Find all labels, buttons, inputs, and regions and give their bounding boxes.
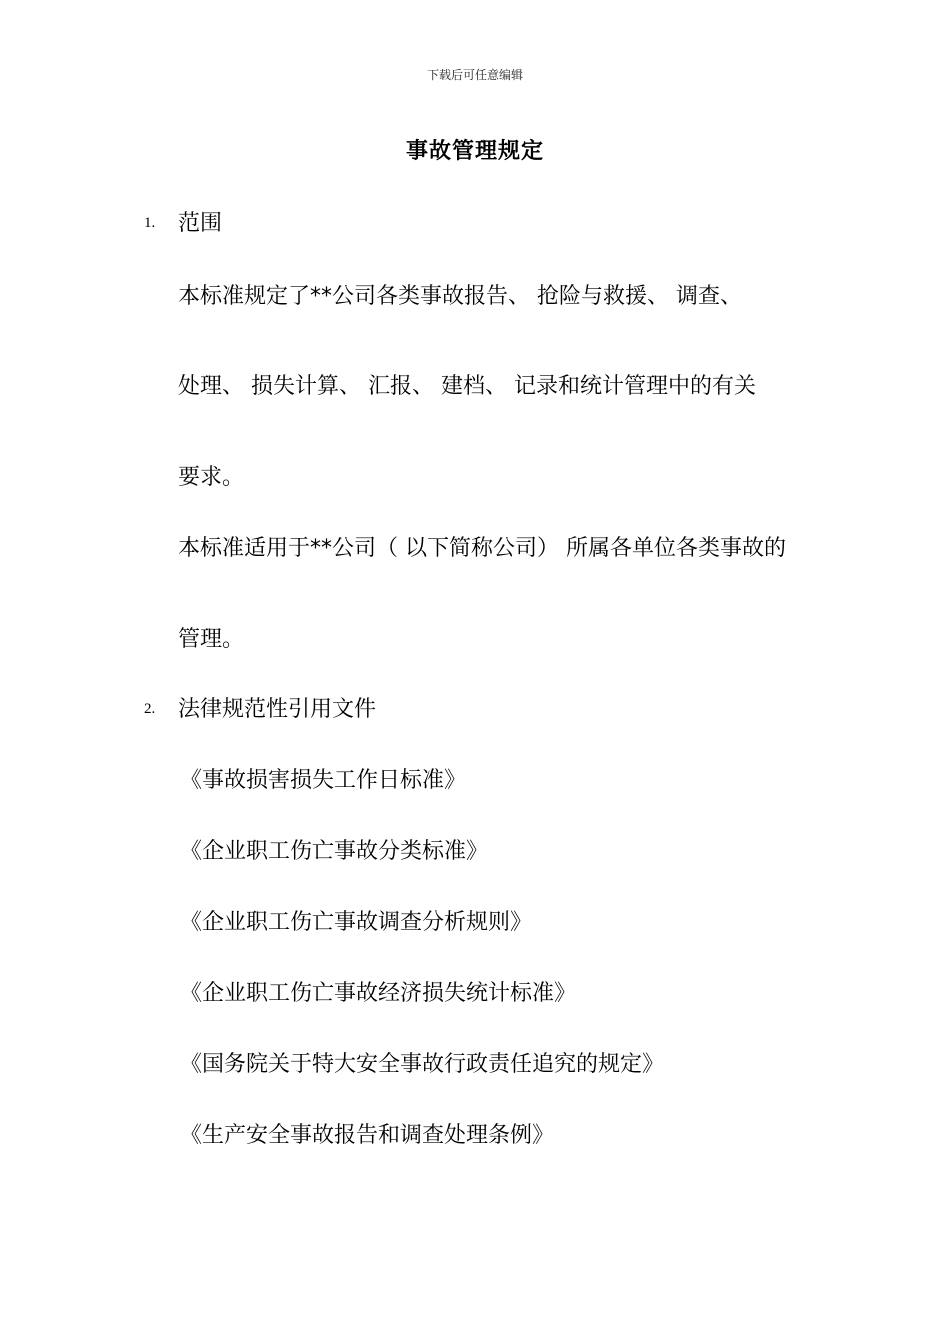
section-1-line-3: 要求。 [178, 465, 245, 490]
section-2-heading: 法律规范性引用文件 [178, 697, 377, 722]
section-1-number: 1. [144, 215, 156, 231]
section-1-line-4: 本标准适用于**公司（ 以下简称公司） 所属各单位各类事故的 [178, 536, 786, 561]
reference-item-4: 《企业职工伤亡事故经济损失统计标准》 [180, 981, 577, 1006]
header-note: 下载后可任意编辑 [426, 68, 523, 82]
section-1-line-5: 管理。 [178, 627, 245, 652]
document-title: 事故管理规定 [405, 139, 544, 164]
reference-item-6: 《生产安全事故报告和调查处理条例》 [180, 1123, 555, 1148]
section-1-line-2: 处理、 损失计算、 汇报、 建档、 记录和统计管理中的有关 [178, 374, 756, 399]
reference-item-1: 《事故损害损失工作日标准》 [180, 768, 467, 793]
reference-item-5: 《国务院关于特大安全事故行政责任追究的规定》 [180, 1052, 665, 1077]
section-2-number: 2. [144, 701, 156, 717]
section-1-heading: 范围 [178, 211, 223, 236]
reference-item-3: 《企业职工伤亡事故调查分析规则》 [180, 910, 533, 935]
reference-item-2: 《企业职工伤亡事故分类标准》 [180, 839, 489, 864]
section-1-line-1: 本标准规定了**公司各类事故报告、 抢险与救援、 调查、 [178, 284, 742, 309]
